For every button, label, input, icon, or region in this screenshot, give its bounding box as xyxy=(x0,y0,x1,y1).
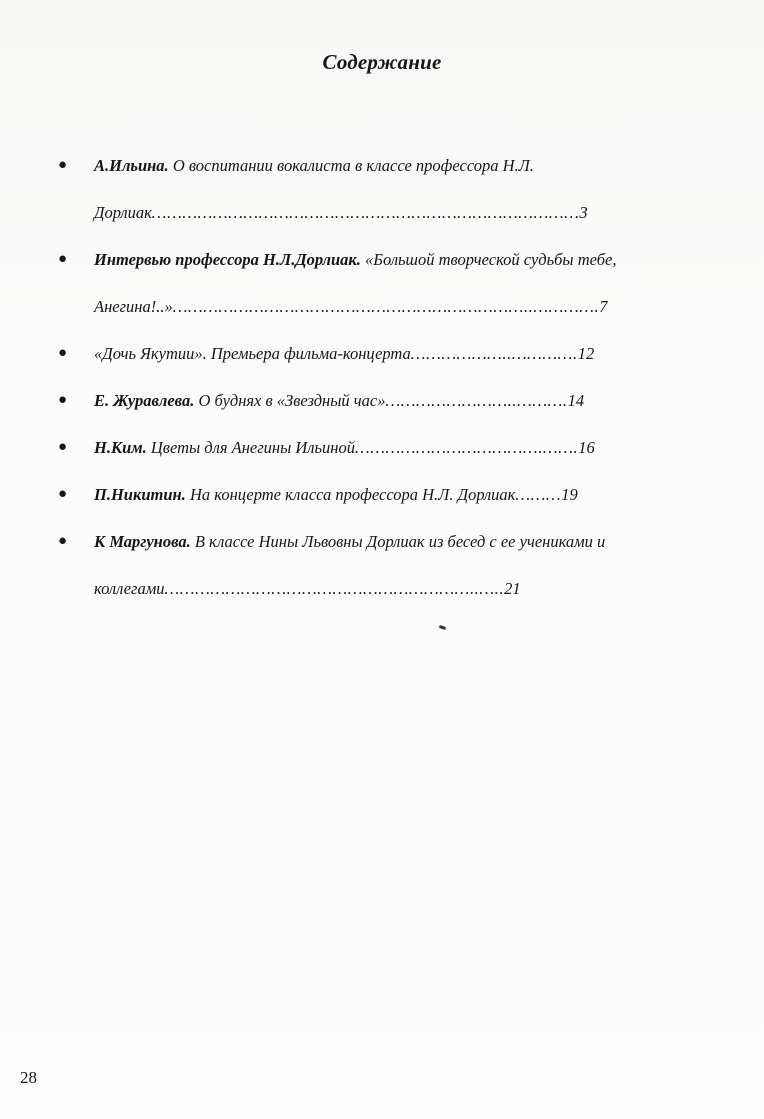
toc-entry xyxy=(58,518,708,612)
toc-title: В классе Нины Львовны Дорлиак из бесед с ее учениками и коллегами xyxy=(94,532,606,598)
toc-page-number: 21 xyxy=(504,579,521,598)
bullet-icon: ● xyxy=(58,251,68,267)
toc-author: К Маргунова. xyxy=(94,532,191,551)
toc-leader-dots: ……………………………….……. xyxy=(354,438,579,457)
toc-author: А.Ильина. xyxy=(94,156,169,175)
page-title: Содержание xyxy=(322,50,442,74)
toc-entry xyxy=(58,142,708,236)
toc-author: Н.Ким. xyxy=(94,438,147,457)
toc-leader-dots: ……………………………………………………………..…………. xyxy=(172,297,600,316)
bullet-icon: ● xyxy=(58,439,68,455)
toc-title: «Дочь Якутии». Премьера фильма-концерта xyxy=(94,344,411,363)
toc-title: О воспитании вокалиста в классе профессора Н.Л. Дорлиак xyxy=(94,156,534,222)
toc-author: П.Никитин. xyxy=(94,485,186,504)
page-number: 28 xyxy=(20,1068,37,1087)
toc-author: Е. Журавлева. xyxy=(94,391,195,410)
bullet-icon: ● xyxy=(58,157,68,173)
toc-page-number: 7 xyxy=(599,297,608,316)
toc-page-number: 19 xyxy=(561,485,578,504)
toc-entry xyxy=(58,377,708,424)
bullet-icon: ● xyxy=(58,533,68,549)
toc-entry xyxy=(58,236,708,330)
toc-page-number: 3 xyxy=(579,203,588,222)
toc-leader-dots: ……………………..………. xyxy=(385,391,568,410)
toc-page-number: 12 xyxy=(577,344,595,363)
toc-leader-dots: ………………………………………………………………………… xyxy=(151,203,580,222)
toc-title: На концерте класса профессора Н.Л. Дорлиак xyxy=(185,485,516,504)
toc-entry xyxy=(58,330,708,377)
bullet-icon: ● xyxy=(58,486,68,502)
toc-page-number: 16 xyxy=(578,438,595,457)
bullet-icon: ● xyxy=(58,392,68,408)
table-of-contents xyxy=(58,142,708,612)
bullet-icon: ● xyxy=(58,345,68,361)
toc-leader-dots: ………………..…………. xyxy=(410,344,578,363)
toc-title: О буднях в «Звездный час» xyxy=(194,391,386,410)
toc-entry xyxy=(58,424,708,471)
toc-page-number: 14 xyxy=(567,391,585,410)
toc-author: Интервью профессора Н.Л.Дорлиак. xyxy=(94,250,361,269)
scan-speck xyxy=(439,625,447,630)
toc-title: Цветы для Анегины Ильиной xyxy=(146,438,355,457)
toc-entry xyxy=(58,471,708,518)
toc-leader-dots: ……………………………………………………..….. xyxy=(164,579,505,598)
toc-leader-dots: ……… xyxy=(515,485,562,504)
toc-title: «Большой творческой судьбы тебе, Анегина!..» xyxy=(94,250,617,316)
